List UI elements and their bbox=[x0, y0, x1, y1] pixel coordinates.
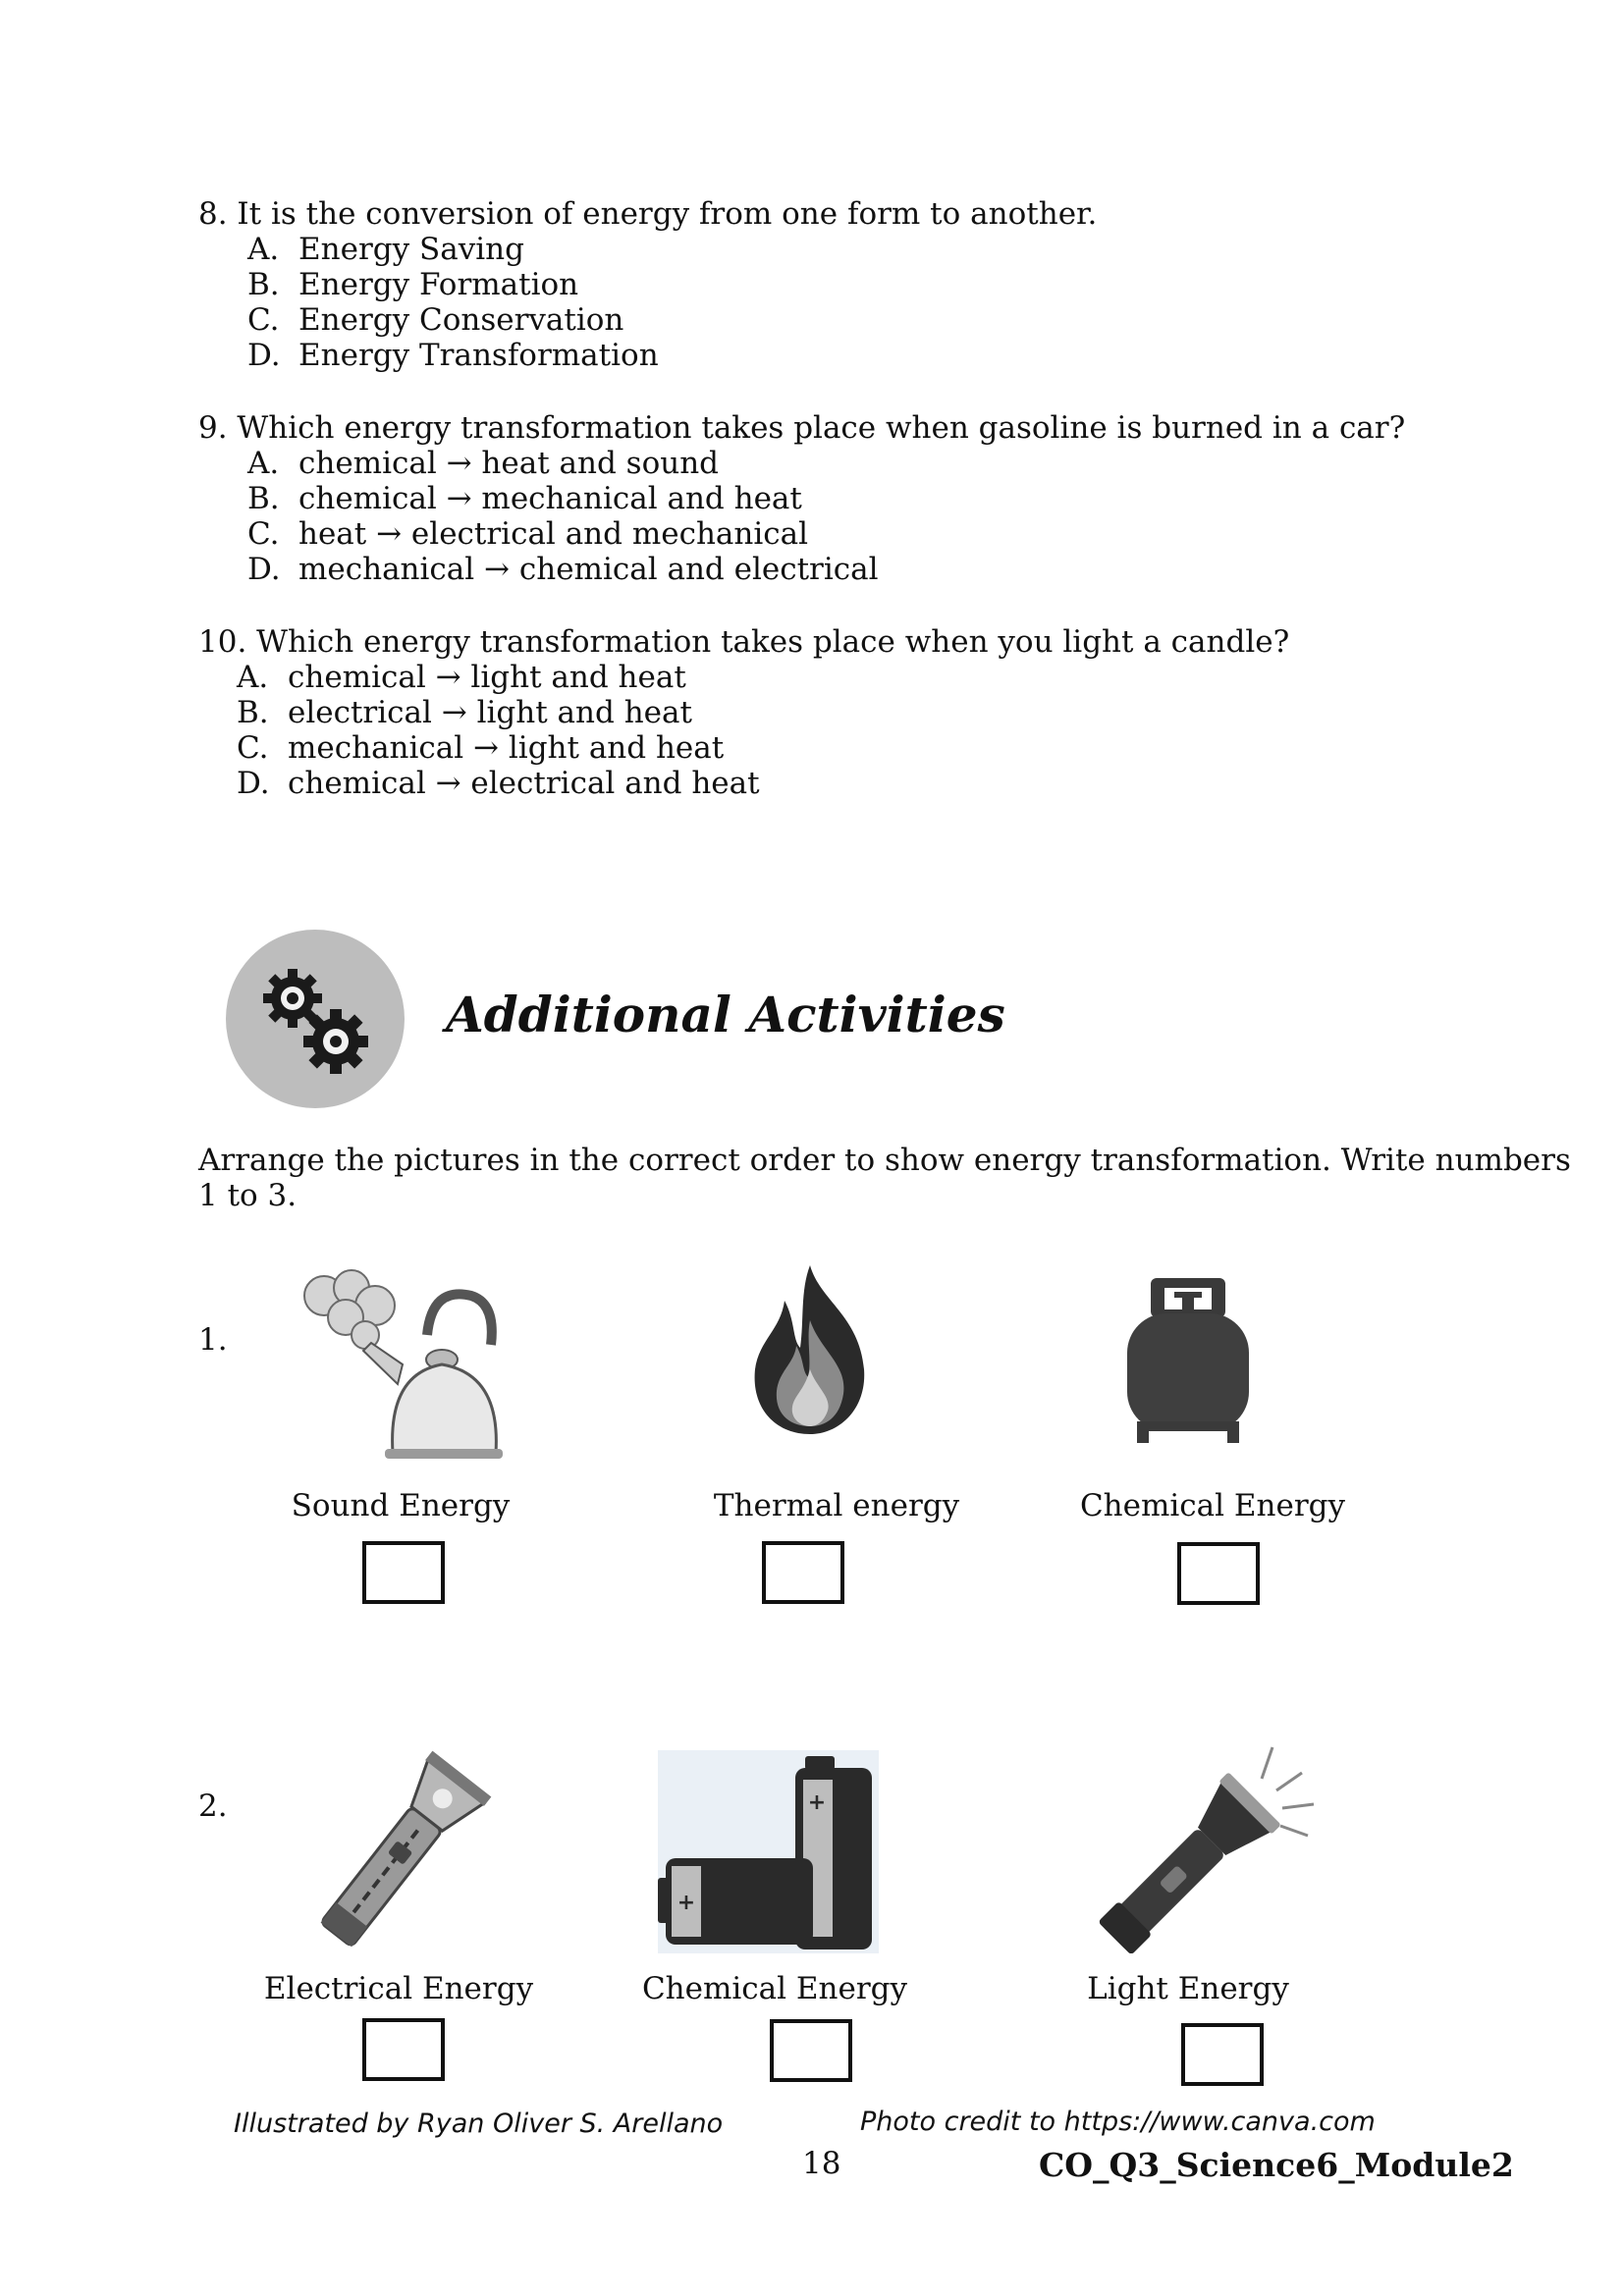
item-2-caption-1: Electrical Energy bbox=[263, 1971, 534, 2006]
option-text: chemical → heat and sound bbox=[298, 446, 720, 481]
question-10-stem: 10. Which energy transformation takes place when you light a candle? bbox=[198, 624, 1290, 660]
flashlight-icon bbox=[1080, 1737, 1321, 1953]
q10-option-c bbox=[237, 730, 724, 766]
module-code: CO_Q3_Science6_Module2 bbox=[1039, 2146, 1514, 2184]
item-1-caption-2: Thermal energy bbox=[713, 1488, 960, 1523]
item-1-caption-3: Chemical Energy bbox=[1079, 1488, 1346, 1523]
option-text: chemical → mechanical and heat bbox=[298, 481, 802, 516]
option-letter: B. bbox=[247, 267, 280, 302]
instruction-text: Arrange the pictures in the correct order to show energy transformation. Write numbers 1 to 3. bbox=[198, 1143, 1571, 1213]
answer-box-1-2[interactable] bbox=[762, 1541, 844, 1604]
q9-option-c bbox=[247, 516, 808, 552]
svg-text:+: + bbox=[807, 1790, 827, 1815]
option-letter: D. bbox=[237, 766, 270, 801]
illustrator-credit: Illustrated by Ryan Oliver S. Arellano bbox=[234, 2109, 724, 2139]
answer-box-2-3[interactable] bbox=[1181, 2023, 1264, 2086]
answer-box-1-3[interactable] bbox=[1177, 1542, 1260, 1605]
option-text: mechanical → chemical and electrical bbox=[298, 552, 879, 587]
option-text: mechanical → light and heat bbox=[288, 730, 725, 766]
q8-option-c bbox=[247, 302, 623, 338]
svg-text:+: + bbox=[677, 1891, 696, 1915]
option-text: heat → electrical and mechanical bbox=[298, 516, 809, 552]
q9-option-b bbox=[247, 481, 802, 516]
option-letter: D. bbox=[247, 552, 281, 587]
item-2-caption-3: Light Energy bbox=[1087, 1971, 1289, 2006]
item-2-caption-2: Chemical Energy bbox=[641, 1971, 908, 2006]
option-letter: C. bbox=[247, 302, 280, 338]
option-letter: B. bbox=[237, 695, 269, 730]
answer-box-2-2[interactable] bbox=[770, 2019, 852, 2082]
q8-option-d bbox=[247, 338, 659, 373]
q8-option-b bbox=[247, 267, 578, 302]
item-1-number: 1. bbox=[198, 1322, 228, 1358]
option-text: Energy Transformation bbox=[298, 338, 659, 373]
question-9-stem: 9. Which energy transformation takes place when gasoline is burned in a car? bbox=[198, 410, 1406, 446]
item-2-number: 2. bbox=[198, 1789, 228, 1824]
q8-option-a bbox=[247, 232, 524, 267]
battery-icon bbox=[658, 1750, 879, 1953]
option-letter: C. bbox=[247, 516, 280, 552]
option-text: Energy Formation bbox=[298, 267, 579, 302]
q10-option-d bbox=[237, 766, 760, 801]
option-letter: A. bbox=[247, 232, 280, 267]
answer-box-2-1[interactable] bbox=[362, 2018, 445, 2081]
option-letter: A. bbox=[247, 446, 280, 481]
option-text: Energy Saving bbox=[298, 232, 524, 267]
gas-tank-icon bbox=[1119, 1274, 1257, 1446]
kettle-icon bbox=[295, 1266, 515, 1463]
gears-icon bbox=[224, 928, 406, 1110]
q10-option-b bbox=[237, 695, 692, 730]
option-letter: D. bbox=[247, 338, 281, 373]
option-text: electrical → light and heat bbox=[288, 695, 692, 730]
option-letter: B. bbox=[247, 481, 280, 516]
fire-icon bbox=[741, 1261, 879, 1438]
option-text: chemical → electrical and heat bbox=[288, 766, 760, 801]
answer-box-1-1[interactable] bbox=[362, 1541, 445, 1604]
option-text: Energy Conservation bbox=[298, 302, 624, 338]
page-number: 18 bbox=[802, 2146, 841, 2181]
option-letter: A. bbox=[237, 660, 269, 695]
q9-option-d bbox=[247, 552, 879, 587]
photo-credit: Photo credit to https://www.canva.com bbox=[860, 2107, 1376, 2137]
option-text: chemical → light and heat bbox=[288, 660, 686, 695]
q10-option-a bbox=[237, 660, 686, 695]
q9-option-a bbox=[247, 446, 719, 481]
flashlight-inside-icon bbox=[290, 1737, 525, 1949]
section-title: Additional Activities bbox=[446, 986, 1005, 1043]
question-8-stem: 8. It is the conversion of energy from one form to another. bbox=[198, 196, 1098, 232]
item-1-caption-1: Sound Energy bbox=[291, 1488, 511, 1523]
option-letter: C. bbox=[237, 730, 269, 766]
